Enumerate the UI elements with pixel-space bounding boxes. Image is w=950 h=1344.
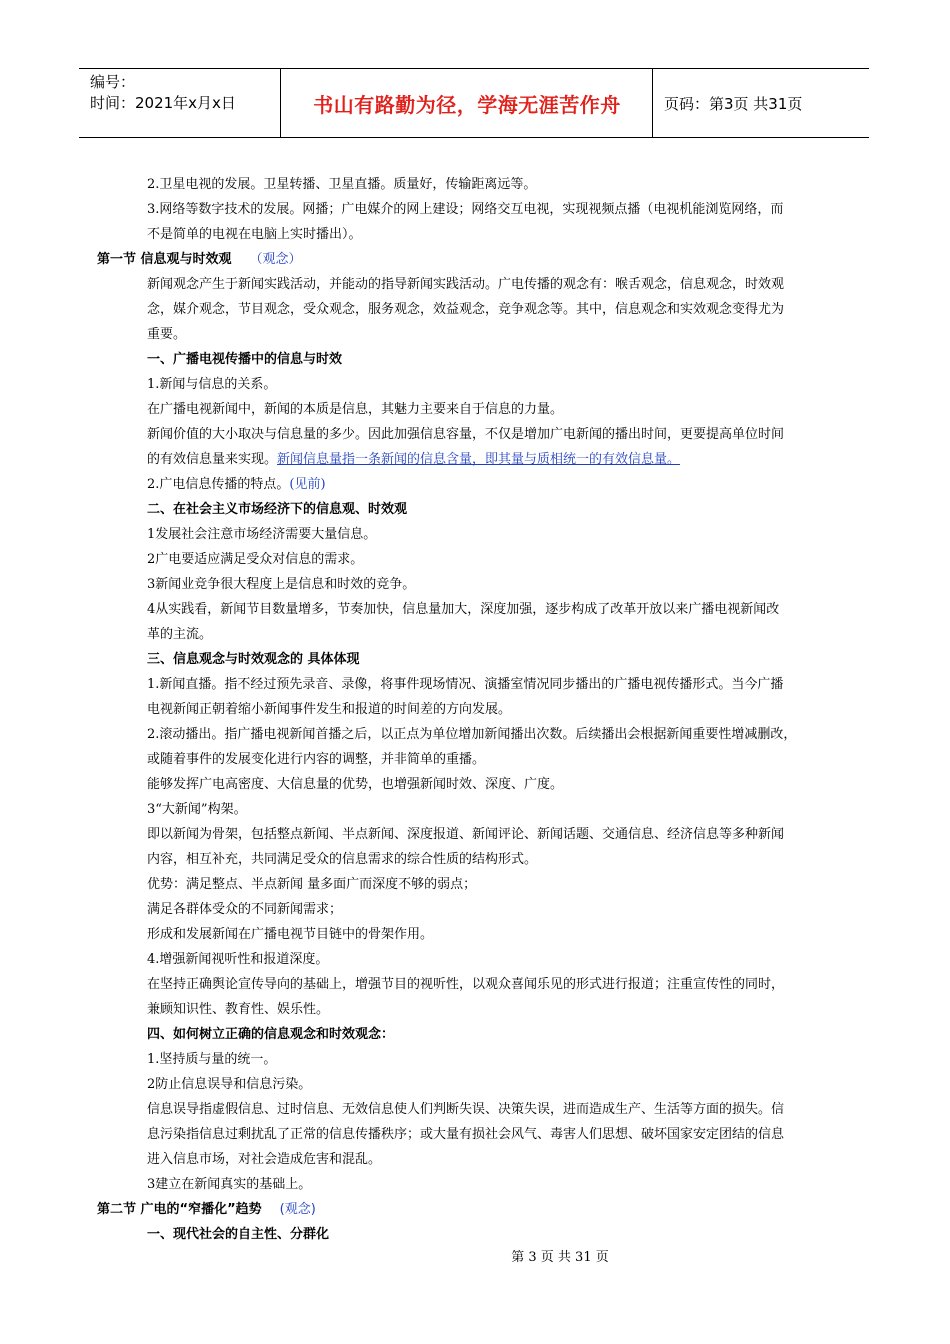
line-text: 1.坚持质与量的统一。 [147,1052,277,1067]
line-text: 二、在社会主义市场经济下的信息观、时效观 [147,502,408,517]
page-header [79,68,869,138]
line-text: 内容，相互补充，共同满足受众的信息需求的综合性质的结构形式。 [147,852,538,867]
line-text: 3新闻业竞争很大程度上是信息和时效的竞争。 [147,577,416,592]
line-text: 的有效信息量来实现。 [147,452,278,467]
subsection-heading [147,651,360,669]
text-line [147,426,784,444]
text-line [147,1051,276,1069]
line-text: 兼顾知识性、教育性、娱乐性。 [147,1002,330,1017]
time-label: 时间：2021年x月x日 [90,94,236,112]
text-line [147,726,796,744]
text-line [147,751,485,769]
text-line [147,801,247,819]
text-line [147,576,415,594]
text-line [147,201,783,219]
number-label: 编号： [90,73,136,91]
line-text: 在坚持正确舆论宣传导向的基础上，增强节目的视听性，以观众喜闻乐见的形式进行报道；注重宣传性的同时， [147,977,785,992]
text-line [147,451,680,469]
text-line [147,276,784,294]
text-line [147,926,433,944]
text-line [147,626,212,644]
line-text: 革的主流。 [147,627,213,642]
text-line [147,951,328,969]
text-line [147,1001,329,1019]
section-heading [97,251,302,269]
annotation-note: (观念) [279,1202,316,1217]
subsection-heading [147,1226,329,1244]
line-text: 第二节 广电的“窄播化”趋势 [97,1202,262,1217]
line-text: 第一节 信息观与时效观 [97,252,232,267]
text-line [147,526,376,544]
text-line [147,326,186,344]
text-line [147,976,784,994]
page-footer: 第 3 页 共 31 页 [511,1250,609,1265]
motto: 书山有路勤为径，学海无涯苦作舟 [282,69,653,137]
line-text: 重要。 [147,327,187,342]
text-line [147,1126,784,1144]
text-line [147,226,362,244]
hyperlink-text[interactable]: 新闻信息量指一条新闻的信息含量，即其量与质相统一的有效信息量。 [277,452,681,467]
text-line [147,876,476,894]
line-text: 3.网络等数字技术的发展。网播；广电媒介的网上建设；网络交互电视，实现视频点播（电视机能浏览网络，而 [147,202,784,217]
line-text: 1发展社会注意市场经济需要大量信息。 [147,527,377,542]
line-text: 能够发挥广电高密度、大信息量的优势，也增强新闻时效、深度、广度。 [147,777,564,792]
line-text: 1.新闻直播。指不经过预先录音、录像，将事件现场情况、演播室情况同步播出的广播电视传播形式。当今广播 [147,677,784,692]
line-text: 四、如何树立正确的信息观念和时效观念： [147,1027,395,1042]
line-text: 3建立在新闻真实的基础上。 [147,1177,312,1192]
line-text: 进入信息市场，对社会造成危害和混乱。 [147,1152,382,1167]
line-text: 不是简单的电视在电脑上实时播出）。 [147,227,362,242]
line-text: 形成和发展新闻在广播电视节目链中的骨架作用。 [147,927,434,942]
text-line [147,776,563,794]
annotation-note: （观念） [249,252,302,267]
subsection-heading [147,501,407,519]
header-meta [79,69,281,137]
line-text: 或随着事件的发展变化进行内容的调整，并非简单的重播。 [147,752,486,767]
line-text: 新闻观念产生于新闻实践活动，并能动的指导新闻实践活动。广电传播的观念有：喉舌观念，信息观念，时效观 [147,277,785,292]
text-line [147,826,784,844]
line-text: 信息误导指虚假信息、过时信息、无效信息使人们判断失误、决策失误，进而造成生产、生活等方面的损失。信 [147,1102,785,1117]
line-text: 在广播电视新闻中，新闻的本质是信息，其魅力主要来自于信息的力量。 [147,402,564,417]
text-line [147,376,276,394]
line-text: 一、现代社会的自主性、分群化 [147,1227,330,1242]
text-line [147,676,783,694]
annotation-note: (见前) [289,477,326,492]
subsection-heading [147,1026,394,1044]
line-text: 新闻价值的大小取决与信息量的多少。因此加强信息容量，不仅是增加广电新闻的播出时间，更要提高单位时间 [147,427,785,442]
page-label: 页码：第3页 共31页 [664,94,803,113]
line-text: 即以新闻为骨架，包括整点新闻、半点新闻、深度报道、新闻评论、新闻话题、交通信息、经济信息等多种新闻 [147,827,785,842]
line-text: 3“大新闻”构架。 [147,802,247,817]
line-text: 2.广电信息传播的特点。 [147,477,290,492]
text-line [147,701,511,719]
line-text: 4从实践看，新闻节目数量增多，节奏加快，信息量加大，深度加强，逐步构成了改革开放以来广播电视新闻改 [147,602,780,617]
line-text: 满足各群体受众的不同新闻需求； [147,902,343,917]
text-line [147,301,784,319]
text-line [147,1101,784,1119]
line-text: 一、广播电视传播中的信息与时效 [147,352,343,367]
text-line [147,401,563,419]
line-text: 电视新闻正朝着缩小新闻事件发生和报道的时间差的方向发展。 [147,702,512,717]
text-line [147,851,537,869]
line-text: 息污染指信息过剩扰乱了正常的信息传播秩序；或大量有损社会风气、毒害人们思想、破坏国家安定团结的信息 [147,1127,785,1142]
text-line [147,551,363,569]
line-text: 2.卫星电视的发展。卫星转播、卫星直播。质量好，传输距离远等。 [147,177,537,192]
line-text: 4.增强新闻视听性和报道深度。 [147,952,329,967]
line-text: 优势：满足整点、半点新闻 量多面广而深度不够的弱点； [147,877,477,892]
text-line [147,1076,311,1094]
line-text: 2广电要适应满足受众对信息的需求。 [147,552,364,567]
text-line [147,601,779,619]
text-line [147,1151,381,1169]
line-text: 2.滚动播出。指广播电视新闻首播之后，以正点为单位增加新闻播出次数。后续播出会根据新闻重要性增减删改， [147,727,797,742]
subsection-heading [147,351,342,369]
line-text: 1.新闻与信息的关系。 [147,377,277,392]
text-line [147,176,536,194]
line-text: 2防止信息误导和信息污染。 [147,1077,312,1092]
section-heading [97,1201,316,1219]
line-text: 三、信息观念与时效观念的 具体体现 [147,652,360,667]
text-line [147,901,342,919]
line-text: 念，媒介观念，节目观念，受众观念，服务观念，效益观念，竞争观念等。其中，信息观念和实效观念变得尤为 [147,302,785,317]
text-line [147,476,326,494]
text-line [147,1176,311,1194]
